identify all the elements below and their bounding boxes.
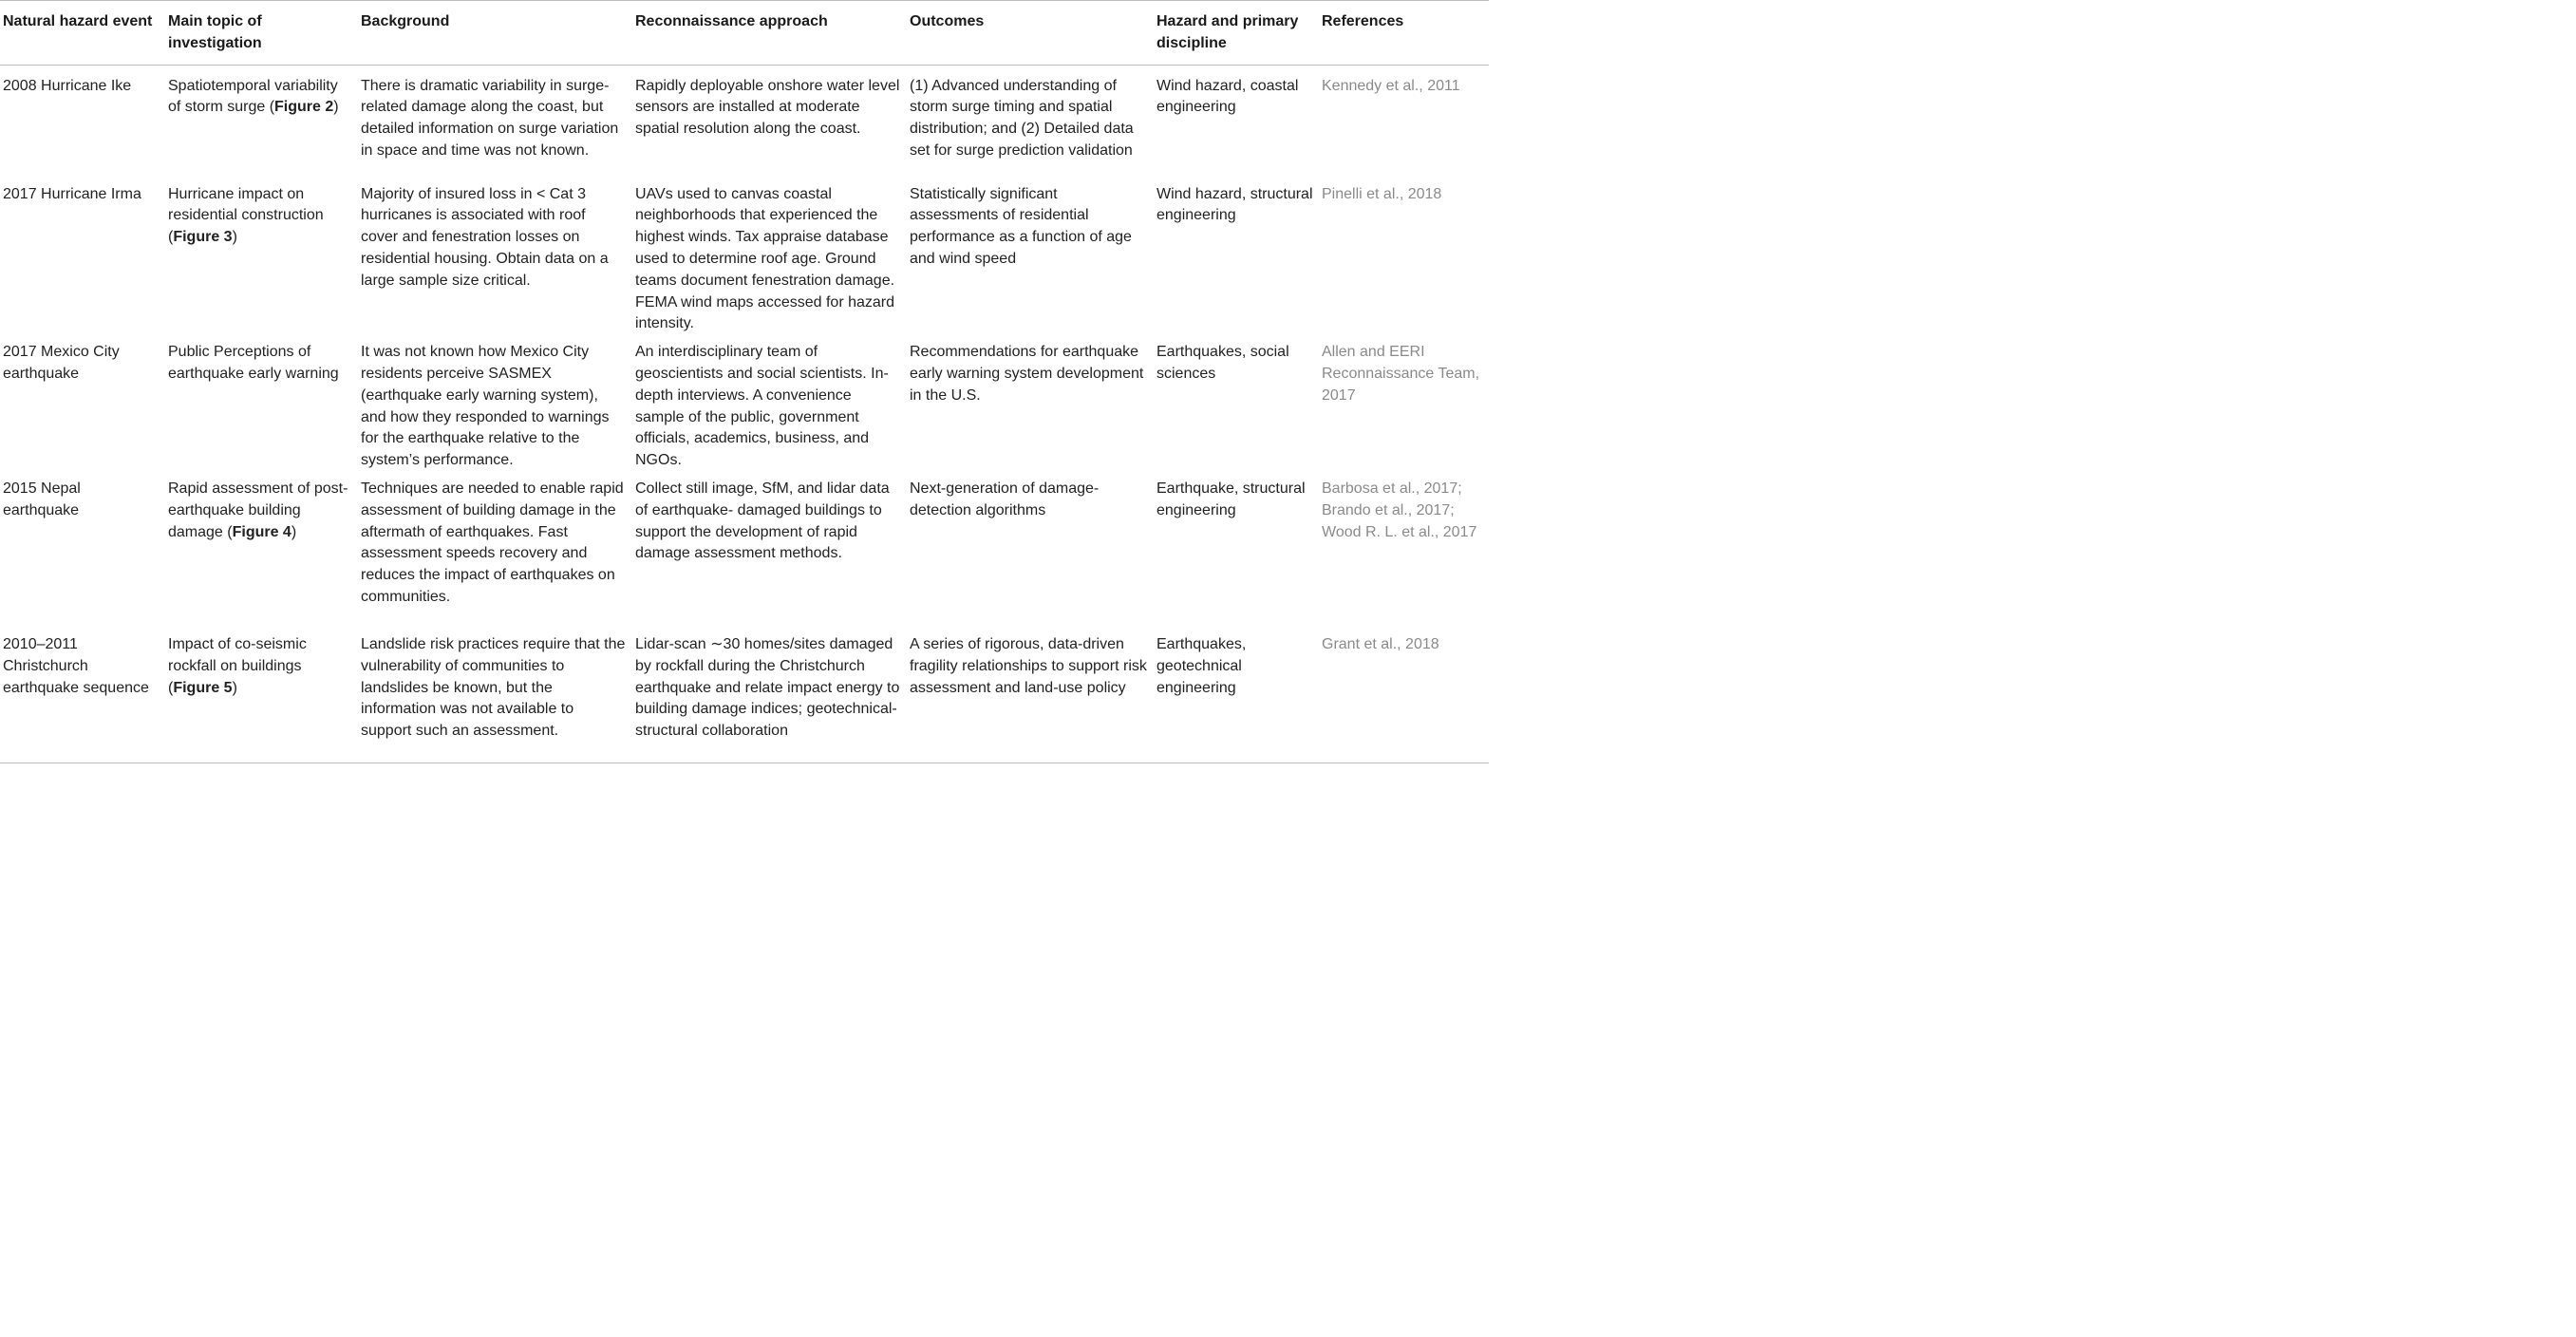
- figure-link[interactable]: Figure 2: [274, 99, 334, 116]
- cell-background: Majority of insured loss in < Cat 3 hurricanes is associated with roof cover and fenestration losses on residential housing. Obtain data on a large sample size critical.: [361, 185, 609, 289]
- topic-text-end: ): [232, 229, 237, 246]
- table-row: [0, 628, 1489, 763]
- cell-discipline: Earthquakes, geotechnical engineering: [1156, 635, 1247, 696]
- cell-approach: Lidar-scan ∼30 homes/sites damaged by rockfall during the Christchurch earthquake and relate impact energy to building damage indices; geotechnical-structural collaboration: [635, 635, 900, 740]
- cell-references[interactable]: Kennedy et al., 2011: [1322, 77, 1460, 94]
- header-approach: Reconnaissance approach: [635, 13, 828, 29]
- cell-topic: [165, 472, 358, 628]
- cell-discipline: Wind hazard, structural engineering: [1156, 185, 1313, 224]
- cell-topic: [165, 178, 358, 336]
- header-discipline: Hazard and primary discipline: [1156, 13, 1299, 51]
- cell-discipline: Wind hazard, coastal engineering: [1156, 77, 1299, 116]
- topic-text: Hurricane impact on residential construction (: [168, 185, 324, 246]
- header-outcomes: Outcomes: [910, 13, 985, 29]
- table-row: [0, 335, 1489, 472]
- cell-background: There is dramatic variability in surge-related damage along the coast, but detailed information on surge variation in space and time was not known.: [361, 77, 619, 159]
- topic-text: Spatiotemporal variability of storm surge (: [168, 77, 338, 116]
- cell-outcomes: A series of rigorous, data-driven fragility relationships to support risk assessment and land-use policy: [910, 635, 1147, 696]
- table-row: [0, 178, 1489, 336]
- table-row: [0, 65, 1489, 178]
- cell-outcomes: Statistically significant assessments of residential performance as a function of age and wind speed: [910, 185, 1132, 267]
- header-references: References: [1322, 13, 1404, 29]
- header-background: Background: [361, 13, 450, 29]
- table-header: [0, 1, 1489, 66]
- cell-topic: [165, 628, 358, 763]
- cell-event: 2017 Mexico City earthquake: [3, 344, 120, 382]
- table-row: [0, 472, 1489, 628]
- figure-link[interactable]: Figure 3: [173, 229, 233, 246]
- cell-discipline: Earthquake, structural engineering: [1156, 480, 1306, 518]
- cell-outcomes: Next-generation of damage-detection algorithms: [910, 480, 1100, 518]
- cell-approach: UAVs used to canvas coastal neighborhoods that experienced the highest winds. Tax appraise database used to determine roof age. Ground teams document fenestration damage. FEMA wind maps accessed for hazard intensity.: [635, 185, 895, 332]
- header-topic: Main topic of investigation: [168, 13, 262, 51]
- cell-approach: An interdisciplinary team of geoscientists and social scientists. In-depth interviews. A convenience sample of the public, government officials, academics, business, and NGOs.: [635, 344, 889, 469]
- cell-outcomes: Recommendations for earthquake early warning system development in the U.S.: [910, 344, 1144, 404]
- cell-background: It was not known how Mexico City residents perceive SASMEX (earthquake early warning system), and how they responded to warnings for the earthquake relative to the system’s performance.: [361, 344, 610, 469]
- cell-references[interactable]: Allen and EERI Reconnaissance Team, 2017: [1322, 344, 1480, 404]
- cell-event: 2010–2011 Christchurch earthquake sequence: [3, 635, 149, 696]
- cell-event: 2017 Hurricane Irma: [3, 185, 141, 202]
- cell-approach: Rapidly deployable onshore water level sensors are installed at moderate spatial resolution along the coast.: [635, 77, 900, 138]
- topic-text-end: ): [232, 679, 237, 696]
- reconnaissance-table-container: [0, 0, 1489, 763]
- topic-text: Public Perceptions of earthquake early warning: [168, 344, 339, 382]
- header-event: Natural hazard event: [3, 13, 153, 29]
- cell-topic: [165, 65, 358, 178]
- topic-text: Rapid assessment of post-earthquake building damage (: [168, 480, 348, 540]
- header-row: [0, 1, 1489, 66]
- cell-event: 2015 Nepal earthquake: [3, 480, 81, 518]
- cell-references[interactable]: Grant et al., 2018: [1322, 635, 1439, 652]
- cell-event: 2008 Hurricane Ike: [3, 77, 132, 94]
- cell-approach: Collect still image, SfM, and lidar data of earthquake- damaged buildings to support the development of rapid damage assessment methods.: [635, 480, 890, 562]
- cell-discipline: Earthquakes, social sciences: [1156, 344, 1289, 382]
- cell-references[interactable]: Barbosa et al., 2017; Brando et al., 2017; Wood R. L. et al., 2017: [1322, 480, 1477, 540]
- figure-link[interactable]: Figure 4: [232, 523, 291, 540]
- figure-link[interactable]: Figure 5: [173, 679, 233, 696]
- cell-background: Landslide risk practices require that the vulnerability of communities to landslides be known, but the information was not available to support such an assessment.: [361, 635, 626, 740]
- topic-text-end: ): [333, 99, 339, 116]
- topic-text-end: ): [291, 523, 297, 540]
- cell-topic: [165, 335, 358, 472]
- cell-background: Techniques are needed to enable rapid assessment of building damage in the aftermath of earthquakes. Fast assessment speeds recovery and reduces the impact of earthquakes on communities.: [361, 480, 624, 605]
- table-body: [0, 65, 1489, 763]
- cell-references[interactable]: Pinelli et al., 2018: [1322, 185, 1442, 202]
- topic-text: Impact of co-seismic rockfall on buildings (: [168, 635, 307, 696]
- reconnaissance-table: [0, 0, 1489, 763]
- cell-outcomes: (1) Advanced understanding of storm surge timing and spatial distribution; and (2) Detailed data set for surge prediction validation: [910, 77, 1134, 159]
